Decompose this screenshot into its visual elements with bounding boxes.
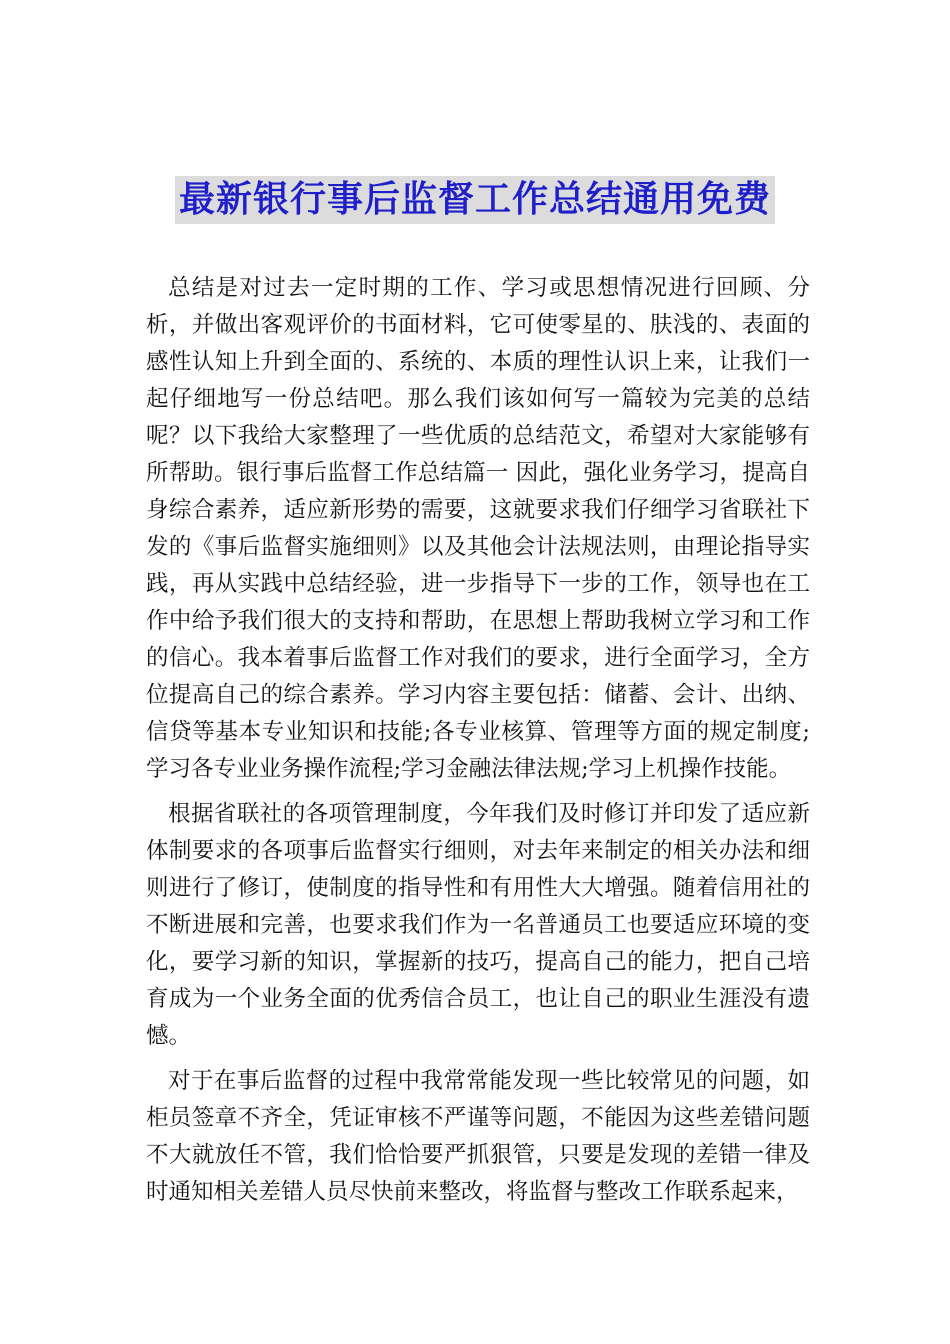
paragraph-2: 根据省联社的各项管理制度，今年我们及时修订并印发了适应新体制要求的各项事后监督实行细则，对去年来制定的相关办法和细则进行了修订，使制度的指导性和有用性大大增强。随着信用社的不断进展和完善，也要求我们作为一名普通员工也要适应环境的变化，要学习新的知识，掌握新的技巧，提高自己的能力，把自己培育成为一个业务全面的优秀信合员工，也让自己的职业生涯没有遗憾。 <box>146 801 810 1049</box>
document-body <box>146 270 810 1219</box>
document-title: 最新银行事后监督工作总结通用免费 <box>175 176 775 224</box>
paragraph-1: 总结是对过去一定时期的工作、学习或思想情况进行回顾、分析，并做出客观评价的书面材料，它可使零星的、肤浅的、表面的感性认知上升到全面的、系统的、本质的理性认识上来，让我们一起仔细地写一份总结吧。那么我们该如何写一篇较为完美的总结呢？以下我给大家整理了一些优质的总结范文，希望对大家能够有所帮助。银行事后监督工作总结篇一 因此，强化业务学习，提高自身综合素养，适应新形势的需要，这就要求我们仔细学习省联社下发的《事后监督实施细则》以及其他会计法规法则，由理论指导实践，再从实践中总结经验，进一步指导下一步的工作，领导也在工作中给予我们很大的支持和帮助，在思想上帮助我树立学习和工作的信心。我本着事后监督工作对我们的要求，进行全面学习，全方位提高自己的综合素养。学习内容主要包括：储蓄、会计、出纳、信贷等基本专业知识和技能;各专业核算、管理等方面的规定制度;学习各专业业务操作流程;学习金融法律法规;学习上机操作技能。 <box>146 275 810 782</box>
title-wrapper <box>0 176 950 224</box>
paragraph-3: 对于在事后监督的过程中我常常能发现一些比较常见的问题，如柜员签章不齐全，凭证审核不严谨等问题，不能因为这些差错问题不大就放任不管，我们恰恰要严抓狠管，只要是发现的差错一律及时通知相关差错人员尽快前来整改，将监督与整改工作联系起来， <box>146 1068 810 1205</box>
